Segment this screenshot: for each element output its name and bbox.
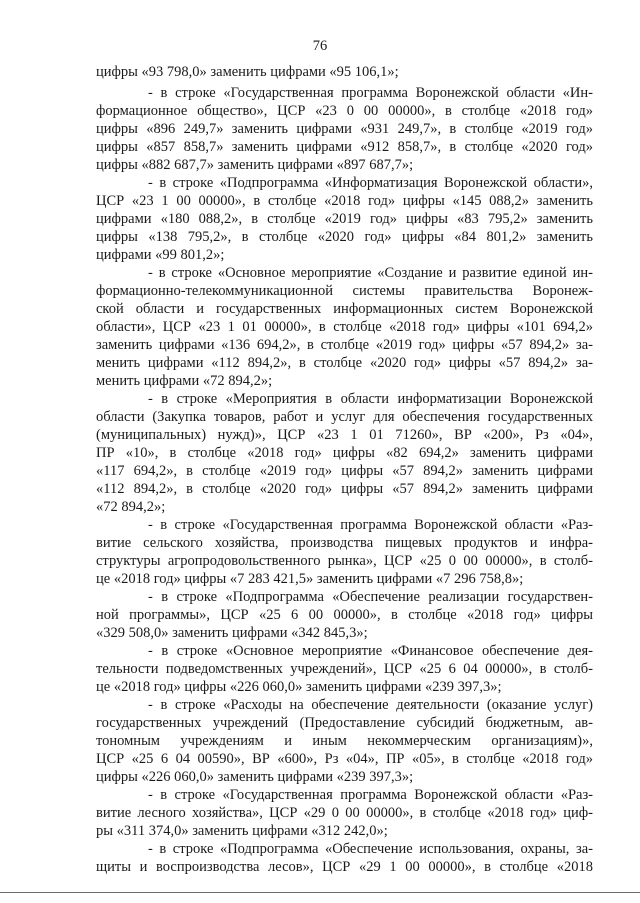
text-line: области (Закупка товаров, работ и услуг для обеспечения государственных [96,409,593,425]
text-line: - в строке «Мероприятия в области информатизации Воронежской [148,391,593,407]
text-line: - в строке «Подпрограмма «Информатизация Воронежской области», [148,175,593,191]
text-line: витие лесного хозяйства», ЦСР «29 0 00 00000», в столбце «2018 год» циф- [96,805,593,821]
text-line: формационное общество», ЦСР «23 0 00 00000», в столбце «2018 год» [96,103,593,119]
text-line: цифры «226 060,0» заменить цифрами «239 397,3»; [96,769,414,785]
text-line: - в строке «Государственная программа Воронежской области «Ин- [148,85,593,101]
text-line: цифры «93 798,0» заменить цифрами «95 106,1»; [96,64,399,80]
text-line: «329 508,0» заменить цифрами «342 845,3»; [96,625,368,641]
text-line: ЦСР «23 1 00 00000», в столбце «2018 год» цифры «145 088,2» заменить [96,193,593,209]
text-line: - в строке «Подпрограмма «Обеспечение реализации государствен- [148,589,593,605]
text-line: ры «311 374,0» заменить цифрами «312 242,0»; [96,823,388,839]
text-line: «72 894,2»; [96,499,166,515]
text-line: - в строке «Основное мероприятие «Финансовое обеспечение дея- [148,643,593,659]
text-line: витие сельского хозяйства, производства пищевых продуктов и инфра- [96,535,593,551]
text-line: «117 694,2», в столбце «2019 год» цифры «57 894,2» заменить цифрами [96,463,593,479]
text-line: це «2018 год» цифры «7 283 421,5» заменить цифрами «7 296 758,8»; [96,571,524,587]
text-line: ской области и государственных информационных систем Воронежской [96,301,593,317]
text-line: цифры «896 249,7» заменить цифрами «931 249,7», в столбце «2019 год» [96,121,593,137]
text-line: ЦСР «25 6 04 00590», ВР «600», Рз «04», ПР «05», в столбце «2018 год» [96,751,593,767]
text-line: государственных учреждений (Предоставление субсидий бюджетным, ав- [96,715,593,731]
text-line: цифры «857 858,7» заменить цифрами «912 858,7», в столбце «2020 год» [96,139,593,155]
text-line: (муниципальных) нужд)», ЦСР «23 1 01 71260», ВР «200», Рз «04», [96,427,593,443]
text-line: - в строке «Основное мероприятие «Создание и развитие единой ин- [148,265,593,281]
text-line: менить цифрами «112 894,2», в столбце «2020 год» цифры «57 894,2» за- [96,355,593,371]
text-line: ПР «10», в столбце «2018 год» цифры «82 694,2» заменить цифрами [96,445,593,461]
text-line: цифры «882 687,7» заменить цифрами «897 687,7»; [96,157,414,173]
text-line: - в строке «Государственная программа Воронежской области «Раз- [148,517,593,533]
text-line: - в строке «Государственная программа Воронежской области «Раз- [148,787,593,803]
text-line: тельности подведомственных учреждений», ЦСР «25 6 04 00000», в столб- [96,661,593,677]
text-line: - в строке «Расходы на обеспечение деятельности (оказание услуг) [148,697,593,713]
text-line: структуры агропродовольственного рынка», ЦСР «25 0 00 00000», в столб- [96,553,593,569]
text-line: «112 894,2», в столбце «2020 год» цифры «57 894,2» заменить цифрами [96,481,593,497]
text-line: цифрами «99 801,2»; [96,247,225,263]
text-line: тономным учреждениям и иным некоммерческим организациям)», [96,733,593,749]
page-number: 76 [312,38,328,54]
text-line: формационно-телекоммуникационной системы правительства Воронеж- [96,283,593,299]
text-line: ной программы», ЦСР «25 6 00 00000», в столбце «2018 год» цифры [96,607,593,623]
bottom-rule [0,892,640,893]
text-line: цифры «138 795,2», в столбце «2020 год» цифры «84 801,2» заменить [96,229,593,245]
text-line: цифрами «180 088,2», в столбце «2019 год» цифры «83 795,2» заменить [96,211,593,227]
text-line: заменить цифрами «136 694,2», в столбце «2019 год» цифры «57 894,2» за- [96,337,593,353]
text-line: области», ЦСР «23 1 01 00000», в столбце «2018 год» цифры «101 694,2» [96,319,593,335]
text-line: - в строке «Подпрограмма «Обеспечение использования, охраны, за- [148,841,593,857]
text-line: менить цифрами «72 894,2»; [96,373,273,389]
text-line: це «2018 год» цифры «226 060,0» заменить цифрами «239 397,3»; [96,679,502,695]
text-line: щиты и воспроизводства лесов», ЦСР «29 1 00 00000», в столбце «2018 [96,859,593,875]
